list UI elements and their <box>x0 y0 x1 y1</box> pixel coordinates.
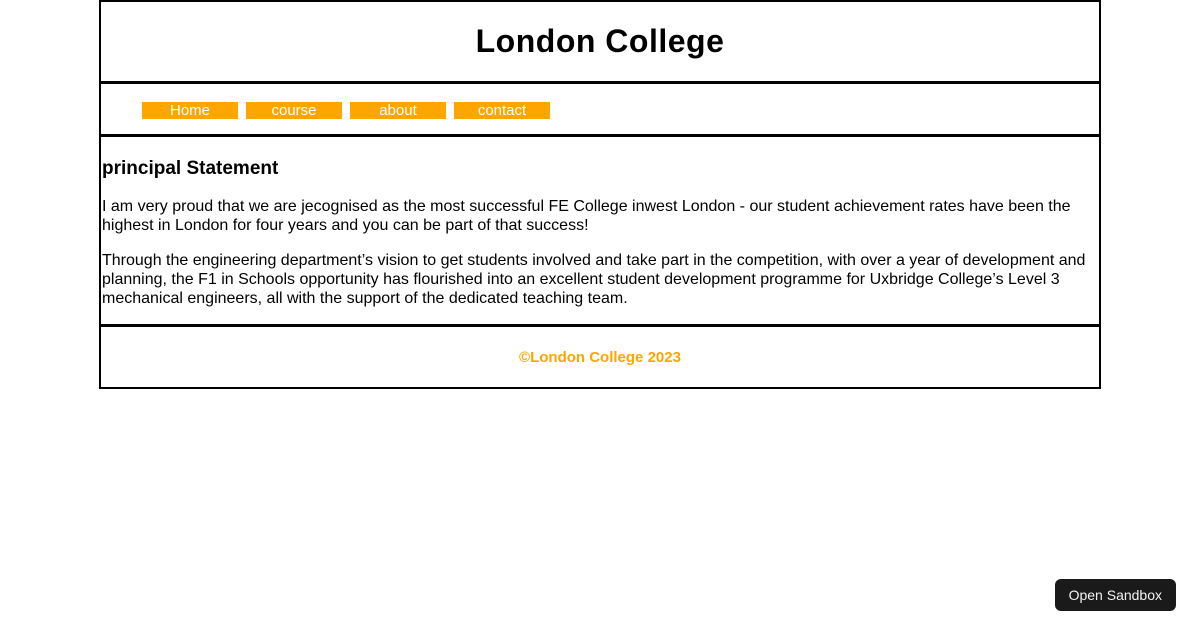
main-content <box>101 137 1099 327</box>
page-title: London College <box>475 23 725 59</box>
nav-button-course[interactable]: course <box>246 102 342 119</box>
site-footer <box>101 327 1099 387</box>
nav-button-about[interactable]: about <box>350 102 446 119</box>
statement-paragraph-2: Through the engineering department’s vision to get students involved and take part in the competition, with over a year of development and planning, the F1 in Schools opportunity has flourished into an excellent student development programme for Uxbridge College’s Level 3 mechanical engineers, all with the support of the dedicated teaching team. <box>102 252 1086 307</box>
statement-paragraph-1: I am very proud that we are jecognised as the most successful FE College inwest London - our student achievement rates have been the highest in London for four years and you can be part of that success! <box>102 198 1071 234</box>
section-heading: principal Statement <box>102 158 279 179</box>
copyright-text: ©London College 2023 <box>519 348 681 366</box>
page-container <box>99 0 1101 389</box>
nav-bar <box>101 84 1099 137</box>
site-header <box>101 2 1099 84</box>
nav-button-home[interactable]: Home <box>142 102 238 119</box>
open-sandbox-button[interactable]: Open Sandbox <box>1055 579 1176 611</box>
nav-button-contact[interactable]: contact <box>454 102 550 119</box>
